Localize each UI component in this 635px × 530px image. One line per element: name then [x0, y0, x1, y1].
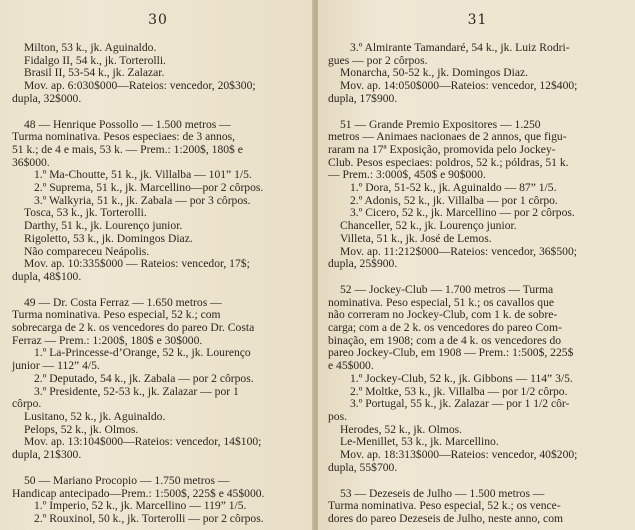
- text-line: 3.º Walkyria, 51 k., jk. Zabala — por 3 côrpos.: [34, 193, 251, 207]
- text-line: Chanceller, 52 k., jk. Lourenço junior.: [340, 219, 517, 233]
- text-line: pos.: [328, 409, 348, 423]
- line-spacer: [328, 106, 627, 119]
- text-line: 51 k.; de 4 e mais, 53 k. — Prem.: 1:200$, 180$ e: [12, 142, 243, 156]
- text-line: 53 — Dezeseis de Julho — 1.500 metros —: [340, 486, 545, 500]
- text-line: 49 — Dr. Costa Ferraz — 1.650 metros —: [24, 295, 222, 309]
- text-line: Mov. ap. 14:050$000—Rateios: vencedor, 12$400;: [340, 79, 578, 93]
- text-line: 1.º Imperio, 52 k., jk. Marcellino — 119” 1/5.: [34, 499, 247, 513]
- text-line: dores do pareo Dezeseis de Julho, neste anno, com: [328, 511, 564, 525]
- text-line: Mov. ap. 13:104$000—Rateios: vencedor, 14$100;: [24, 435, 262, 449]
- text-line: binação, em 1908; com a de 4 k. os vencedores do: [328, 333, 562, 347]
- text-line: raram na 17ª Exposição, promovida pelo Jockey-: [328, 142, 556, 156]
- page-text: [12, 42, 304, 526]
- text-line: Turma nominativa. Peso especial, 52 k.; com: [12, 308, 221, 322]
- text-line: Mov. ap. 6:030$000—Rateios: vencedor, 20$300;: [24, 79, 256, 93]
- text-line: 48 — Henrique Possollo — 1.500 metros —: [24, 117, 231, 131]
- text-line: e 45$000.: [328, 359, 374, 373]
- text-line: dupla, 32$000.: [12, 91, 82, 105]
- text-line: 1.º Ma-Choutte, 51 k., jk. Villalba — 101” 1/5.: [34, 168, 252, 182]
- line-spacer: [328, 271, 627, 284]
- text-line: 50 — Mariano Procopio — 1.750 metros —: [24, 473, 230, 487]
- text-line: metros — Animaes nacionaes de 2 annos, que figu-: [328, 130, 567, 144]
- text-line: 3.º Portugal, 55 k., jk. Zalazar — por 1 1/2 côr-: [350, 397, 570, 411]
- page-number: 31: [467, 12, 488, 28]
- text-line: Villeta, 51 k., jk. José de Lemos.: [340, 231, 492, 245]
- text-line: 2.º Suprema, 51 k., jk. Marcellino—por 2 côrpos.: [34, 181, 264, 195]
- text-line: côrpo.: [12, 397, 42, 411]
- text-line: dupla, 25$900.: [328, 257, 398, 271]
- text-line: Ferraz — Prem.: 1:200$, 180$ e 30$000.: [12, 333, 203, 347]
- text-line: dupla, 48$100.: [12, 269, 82, 283]
- text-line: Le-Menillet, 53 k., jk. Marcellino.: [340, 435, 499, 449]
- text-line: 2.º Adonis, 52 k., jk. Villalba — por 1 côrpo.: [350, 193, 558, 207]
- text-line: Não compareceu Neápolis.: [24, 244, 150, 258]
- line-spacer: [328, 475, 627, 488]
- right-page: [318, 0, 635, 530]
- text-line: carga; com a de 2 k. os vencedores do pareo Com-: [328, 321, 562, 335]
- text-line: pareo Jockey-Club, em 1908 — Prem.: 1:500$, 225$: [328, 346, 574, 360]
- left-page: [0, 0, 314, 530]
- text-line: — Prem.: 3:000$, 450$ e 90$000.: [328, 168, 486, 182]
- text-line: 51 — Grande Premio Expositores — 1.250: [340, 117, 541, 131]
- text-line: Mov. ap. 11:212$000—Rateios: vencedor, 36$500;: [340, 244, 577, 258]
- text-line: nominativa. Peso especial, 51 k.; os cavallos que: [328, 295, 555, 309]
- page-text: [328, 42, 627, 526]
- text-line: junior — 112” 4/5.: [12, 359, 100, 373]
- page-number: 30: [148, 12, 168, 28]
- text-line: Tosca, 53 k., jk. Torterolli.: [24, 206, 147, 220]
- line-spacer: [12, 462, 304, 475]
- text-line: não correram no Jockey-Club, com 1 k. de sobre-: [328, 308, 558, 322]
- text-line: 1.º Jockey-Club, 52 k., jk. Gibbons — 114” 3/5.: [350, 371, 573, 385]
- text-line: 3.º Almirante Tamandaré, 54 k., jk. Luiz Rodri-: [350, 41, 570, 54]
- text-line: Mov. ap. 18:313$000—Rateios: vencedor, 40$200;: [340, 448, 578, 462]
- text-line: Mov. ap. 10:335$000 — Rateios: vencedor, 17$;: [24, 257, 250, 271]
- text-line: Darthy, 51 k., jk. Lourenço junior.: [24, 219, 183, 233]
- line-spacer: [12, 106, 304, 119]
- text-line: 52 — Jockey-Club — 1.700 metros — Turma: [340, 282, 554, 296]
- text-line: Turma nominativa. Peso especial, 52 k.; os vence-: [328, 499, 561, 513]
- text-line: 2.º Rouxinol, 50 k., jk. Torterolli — por 2 côrpos.: [34, 511, 264, 525]
- text-line: Milton, 53 k., jk. Aguinaldo.: [24, 41, 157, 54]
- text-line: 1.º Dora, 51-52 k., jk. Aguinaldo — 87” 1/5.: [350, 181, 557, 195]
- text-line: 2.º Moltke, 53 k., jk. Villalba — por 1/2 côrpo.: [350, 384, 568, 398]
- text-line: gues — por 2 côrpos.: [328, 53, 428, 67]
- text-line: Handicap antecipado—Prem.: 1:500$, 225$ e 45$000.: [12, 486, 265, 500]
- text-line: Turma nominativa. Pesos especiaes: de 3 annos,: [12, 130, 236, 144]
- text-line: Pelops, 52 k., jk. Olmos.: [24, 422, 139, 436]
- text-line: dupla, 21$300.: [12, 448, 82, 462]
- text-line: dupla, 55$700.: [328, 460, 398, 474]
- text-line: Fidalgo II, 54 k., jk. Torterolli.: [24, 53, 166, 67]
- text-line: 36$000.: [12, 155, 50, 169]
- text-line: 2.º Deputado, 54 k., jk. Zabala — por 2 côrpos.: [34, 371, 254, 385]
- text-line: Monarcha, 50-52 k., jk. Domingos Diaz.: [340, 66, 529, 80]
- text-line: Club. Pesos especiaes: poldros, 52 k.; póldras, 51 k.: [328, 155, 569, 169]
- text-line: Rigoletto, 53 k., jk. Domingos Diaz.: [24, 231, 193, 245]
- text-line: Herodes, 52 k., jk. Olmos.: [340, 422, 463, 436]
- text-line: Brasil II, 53-54 k., jk. Zalazar.: [24, 66, 165, 80]
- text-line: sobrecarga de 2 k. os vencedores do pareo Dr. Costa: [12, 321, 255, 335]
- line-spacer: [12, 284, 304, 297]
- text-line: 1.º La-Princesse-d’Orange, 52 k., jk. Lourenço: [34, 346, 251, 360]
- text-line: 3.º Presidente, 52-53 k., jk. Zalazar — por 1: [34, 384, 239, 398]
- text-line: 3.º Cicero, 52 k., jk. Marcellino — por 2 côrpos.: [350, 206, 575, 220]
- text-line: dupla, 17$900.: [328, 91, 398, 105]
- text-line: Lusitano, 52 k., jk. Aguinaldo.: [24, 409, 166, 423]
